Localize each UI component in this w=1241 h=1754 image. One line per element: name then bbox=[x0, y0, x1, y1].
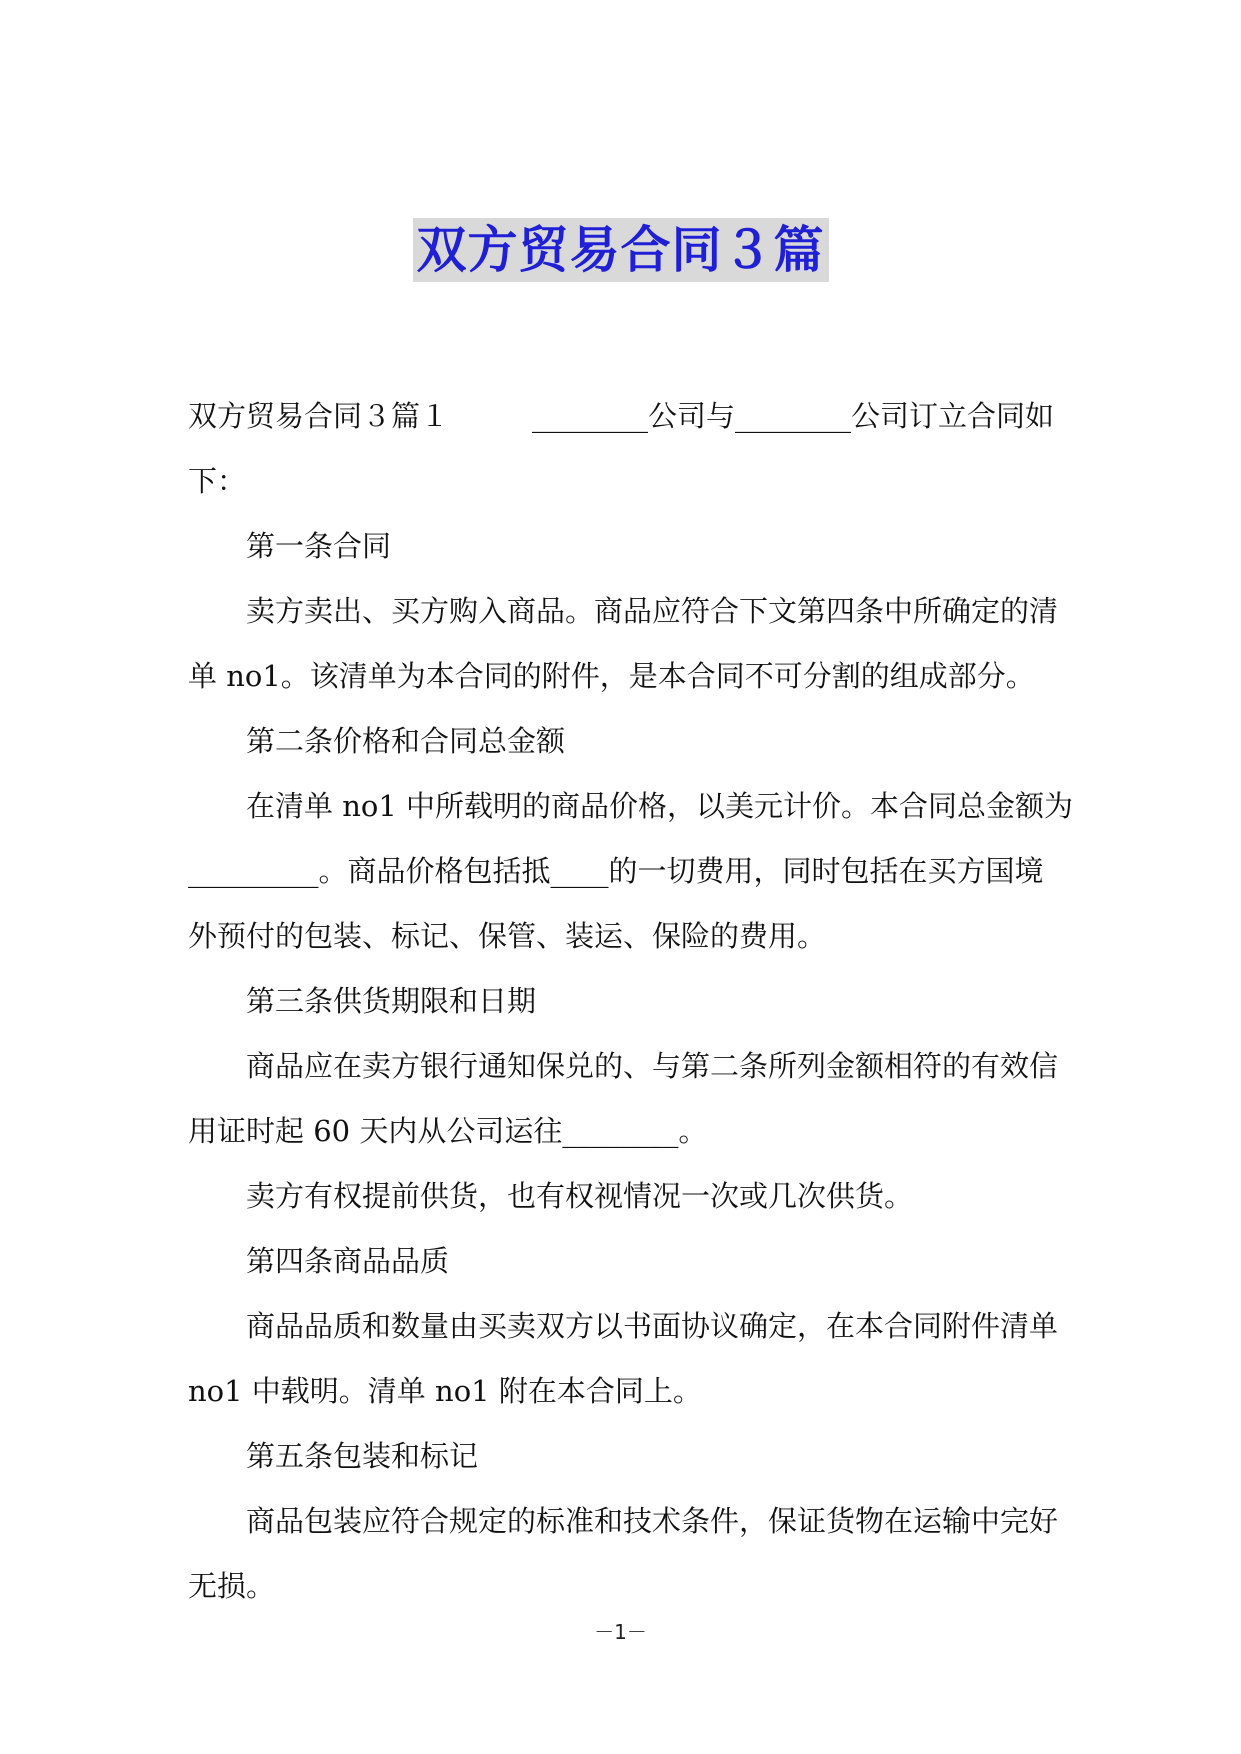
title-container bbox=[0, 218, 1241, 282]
paragraph-line: 卖方卖出、买方购入商品。商品应符合下文第四条中所确定的清 bbox=[246, 594, 1059, 628]
article-heading: 第一条合同 bbox=[246, 529, 392, 563]
paragraph-line: 商品包装应符合规定的标准和技术条件，保证货物在运输中完好 bbox=[246, 1504, 1059, 1538]
article-heading: 第五条包装和标记 bbox=[246, 1439, 479, 1473]
paragraph-line: 单 no1。该清单为本合同的附件，是本合同不可分割的组成部分。 bbox=[188, 659, 1035, 693]
intro-line bbox=[188, 384, 1054, 449]
paragraph-line: 商品应在卖方银行通知保兑的、与第二条所列金额相符的有效信 bbox=[246, 1049, 1059, 1083]
paragraph-line: _________。商品价格包括抵____的一切费用，同时包括在买方国境 bbox=[188, 854, 1044, 888]
paragraph-line: no1 中载明。清单 no1 附在本合同上。 bbox=[188, 1374, 702, 1408]
paragraph-line: 用证时起 60 天内从公司运往________。 bbox=[188, 1114, 708, 1148]
paragraph-line: 卖方有权提前供货，也有权视情况一次或几次供货。 bbox=[246, 1179, 914, 1213]
document-body bbox=[188, 384, 1074, 1619]
intro-wrap-line: 下： bbox=[188, 464, 247, 498]
article-heading: 第四条商品品质 bbox=[246, 1244, 450, 1278]
paragraph-line: 在清单 no1 中所载明的商品价格，以美元计价。本合同总金额为 bbox=[246, 789, 1074, 823]
intro-label: 双方贸易合同３篇１ bbox=[188, 399, 450, 433]
paragraph-line: 无损。 bbox=[188, 1569, 276, 1603]
intro-text: ________公司与________公司订立合同如 bbox=[531, 399, 1054, 433]
page-number: －1－ bbox=[594, 1620, 647, 1644]
document-title: 双方贸易合同３篇 bbox=[413, 218, 829, 282]
article-heading: 第三条供货期限和日期 bbox=[246, 984, 537, 1018]
contract-lines bbox=[188, 514, 1074, 1619]
article-heading: 第二条价格和合同总金额 bbox=[246, 724, 566, 758]
paragraph-line: 外预付的包装、标记、保管、装运、保险的费用。 bbox=[188, 919, 827, 953]
paragraph-line: 商品品质和数量由买卖双方以书面协议确定，在本合同附件清单 bbox=[246, 1309, 1059, 1343]
